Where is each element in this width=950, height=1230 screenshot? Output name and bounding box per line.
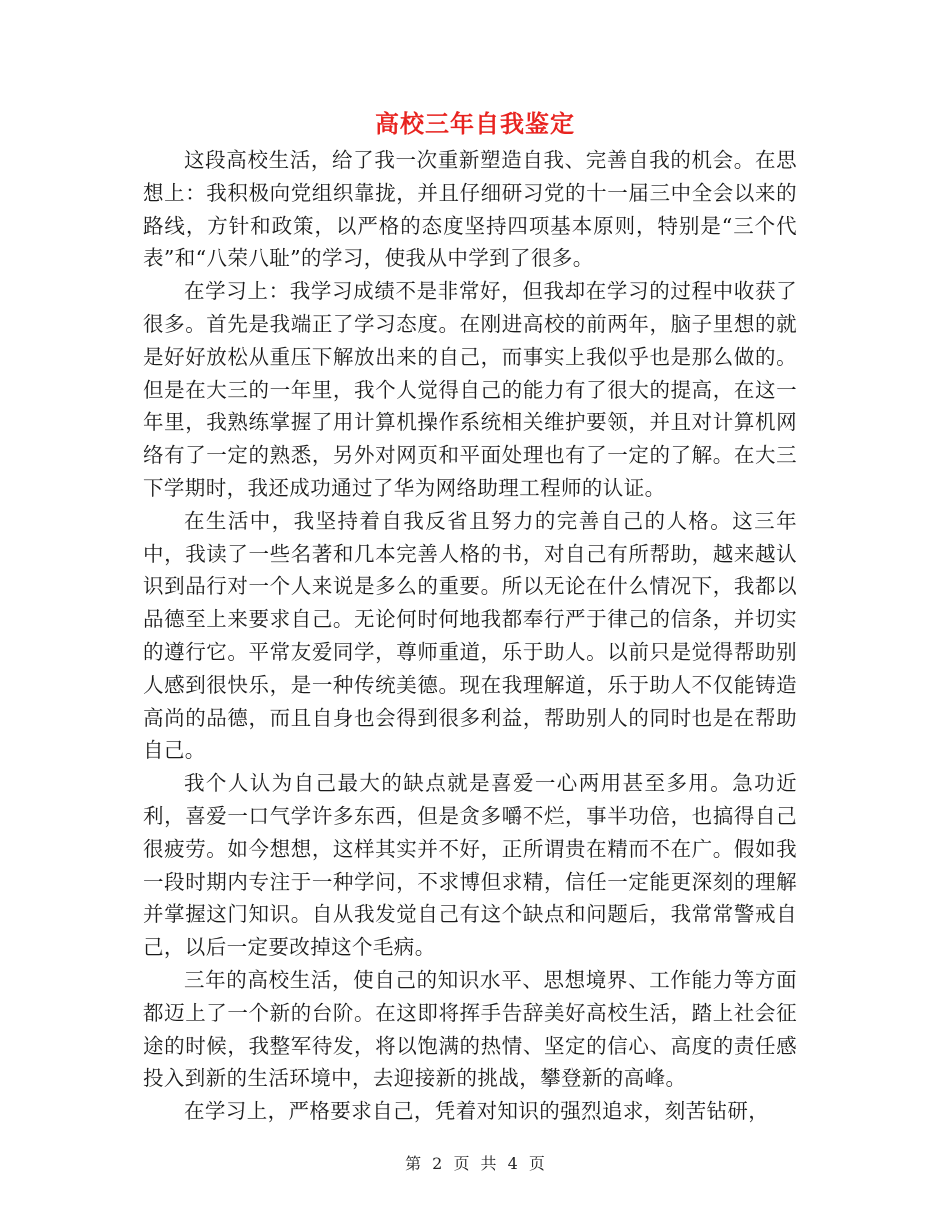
- paragraph-5: 三年的高校生活，使自己的知识水平、思想境界、工作能力等方面都迈上了一个新的台阶。在这即将挥手告辞美好高校生活，踏上社会征途的时候，我整军待发，将以饱满的热情、坚定的信心、高度的责任感投入到新的生活环境中，去迎接新的挑战，攀登新的高峰。: [143, 967, 797, 1091]
- paragraph-2: 在学习上：我学习成绩不是非常好，但我却在学习的过程中收获了很多。首先是我端正了学习态度。在刚进高校的前两年，脑子里想的就是好好放松从重压下解放出来的自己，而事实上我似乎也是那么做的。但是在大三的一年里，我个人觉得自己的能力有了很大的提高，在这一年里，我熟练掌握了用计算机操作系统相关维护要领，并且对计算机网络有了一定的熟悉，另外对网页和平面处理也有了一定的了解。在大三下学期时，我还成功通过了华为网络助理工程师的认证。: [143, 279, 797, 500]
- paragraph-1: 这段高校生活，给了我一次重新塑造自我、完善自我的机会。在思想上：我积极向党组织靠拢，并且仔细研习党的十一届三中全会以来的路线，方针和政策，以严格的态度坚持四项基本原则，特别是“三个代表”和“八荣八耻”的学习，使我从中学到了很多。: [143, 148, 797, 271]
- document-title: 高校三年自我鉴定: [375, 109, 575, 138]
- document-body: [143, 144, 797, 1128]
- paragraph-6: 在学习上，严格要求自己，凭着对知识的强烈追求，刻苦钻研，: [184, 1099, 770, 1124]
- page-number-footer: 第 2 页 共 4 页: [405, 1154, 545, 1173]
- paragraph-4: 我个人认为自己最大的缺点就是喜爱一心两用甚至多用。急功近利，喜爱一口气学许多东西，但是贪多嚼不烂，事半功倍，也搞得自己很疲劳。如今想想，这样其实并不好，正所谓贵在精而不在广。假如我一段时期内专注于一种学问，不求博但求精，信任一定能更深刻的理解并掌握这门知识。自从我发觉自己有这个缺点和问题后，我常常警戒自己，以后一定要改掉这个毛病。: [143, 771, 797, 960]
- paragraph-3: 在生活中，我坚持着自我反省且努力的完善自己的人格。这三年中，我读了一些名著和几本完善人格的书，对自己有所帮助，越来越认识到品行对一个人来说是多么的重要。所以无论在什么情况下，我都以品德至上来要求自己。无论何时何地我都奉行严于律己的信条，并切实的遵行它。平常友爱同学，尊师重道，乐于助人。以前只是觉得帮助别人感到很快乐，是一种传统美德。现在我理解道，乐于助人不仅能铸造高尚的品德，而且自身也会得到很多利益，帮助别人的同时也是在帮助自己。: [143, 508, 797, 763]
